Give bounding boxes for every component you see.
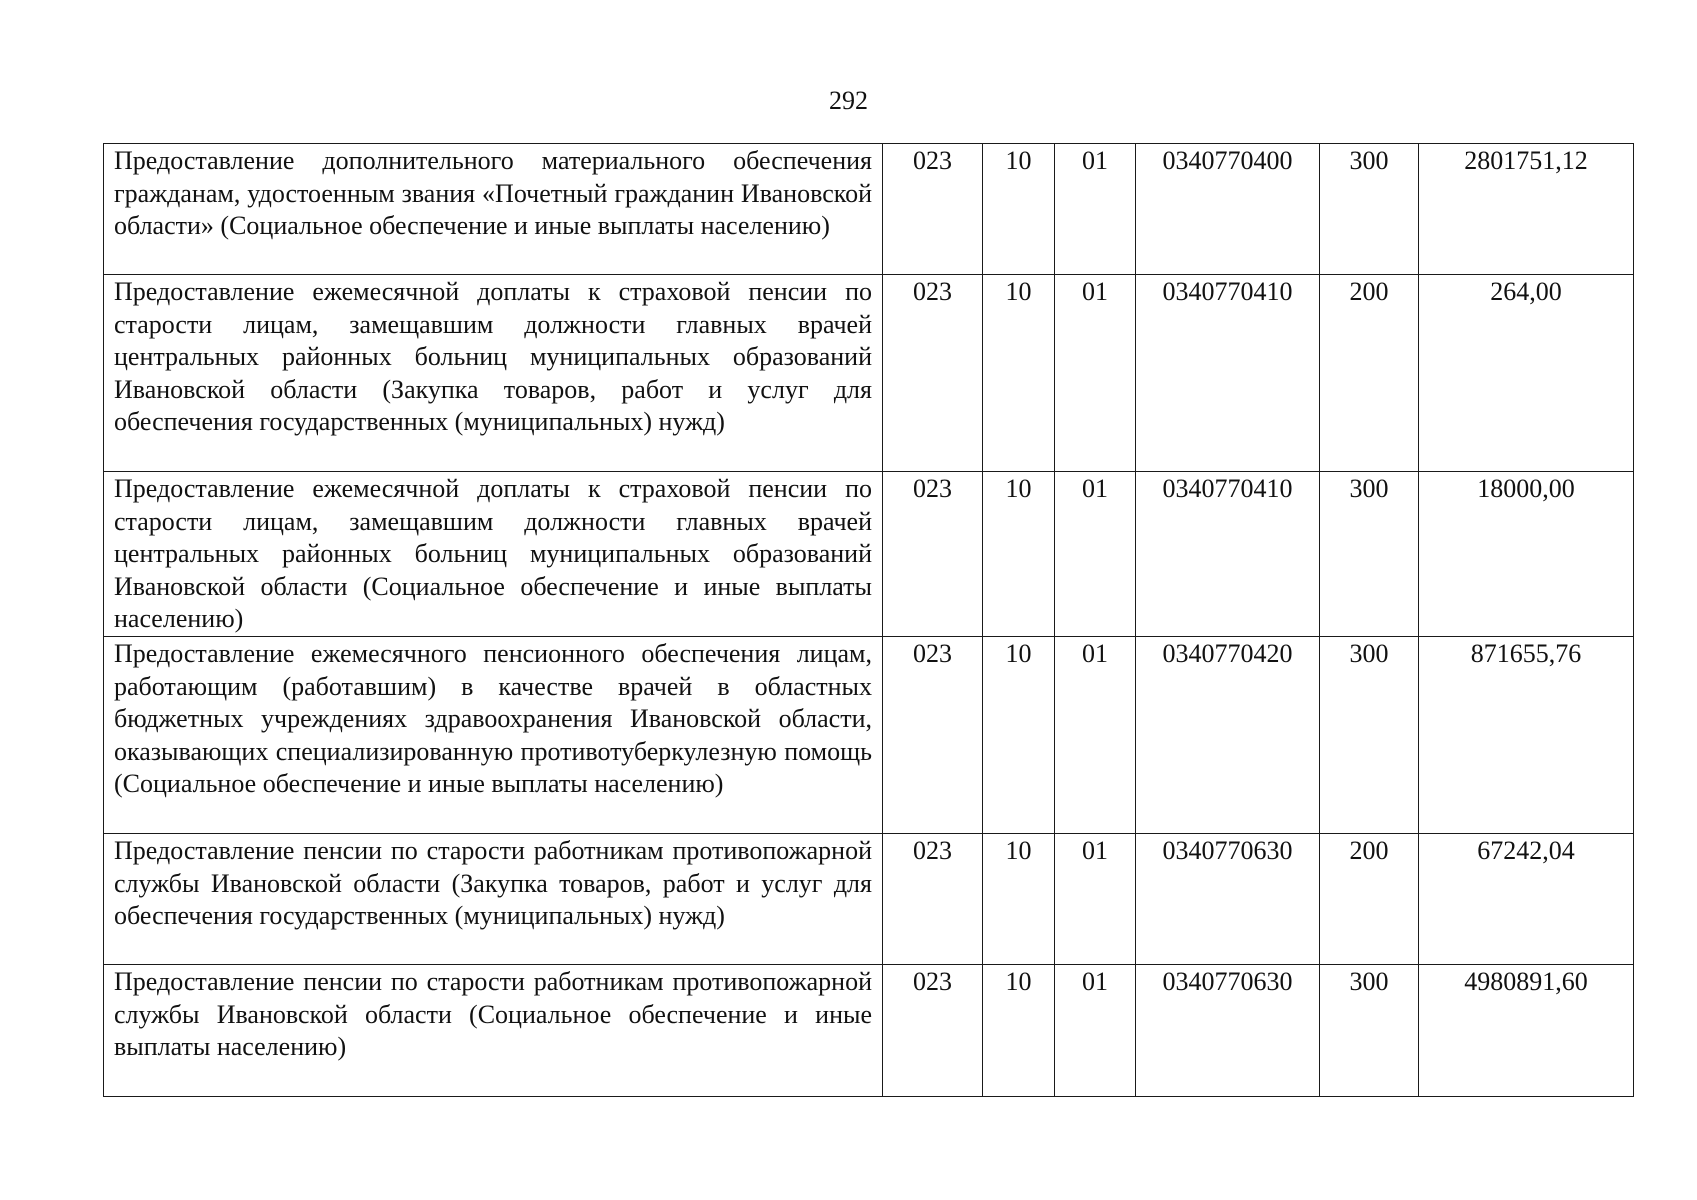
row-sum: 4980891,60 [1419,964,1634,1096]
row-section-code: 10 [983,964,1055,1096]
row-subsection-code: 01 [1055,472,1136,637]
row-section-code: 10 [983,275,1055,472]
row-sum: 871655,76 [1419,636,1634,833]
table-row [104,636,1634,833]
table-row [104,833,1634,964]
row-expense-type-code: 300 [1320,144,1419,275]
row-expense-type-code: 300 [1320,636,1419,833]
row-ved-code: 023 [883,275,983,472]
row-description: Предоставление ежемесячной доплаты к страховой пенсии по старости лицам, замещавшим должности главных врачей центральных районных больниц муниципальных образований Ивановской области (Социальное обеспечение и иные выплаты населению) [104,472,883,637]
row-section-code: 10 [983,833,1055,964]
row-description: Предоставление ежемесячного пенсионного обеспечения лицам, работающим (работавшим) в качестве врачей в областных бюджетных учреждениях здравоохранения Ивановской области, оказывающих специализированную противотуберкулезную помощь (Социальное обеспечение и иные выплаты населению) [104,636,883,833]
row-subsection-code: 01 [1055,636,1136,833]
row-subsection-code: 01 [1055,144,1136,275]
row-section-code: 10 [983,636,1055,833]
table-row [104,275,1634,472]
row-ved-code: 023 [883,833,983,964]
row-sum: 264,00 [1419,275,1634,472]
row-expense-type-code: 200 [1320,275,1419,472]
row-sum: 18000,00 [1419,472,1634,637]
row-target-article-code: 0340770410 [1136,275,1320,472]
row-sum: 2801751,12 [1419,144,1634,275]
row-ved-code: 023 [883,144,983,275]
row-ved-code: 023 [883,472,983,637]
row-expense-type-code: 300 [1320,964,1419,1096]
row-expense-type-code: 200 [1320,833,1419,964]
row-subsection-code: 01 [1055,964,1136,1096]
row-description: Предоставление пенсии по старости работникам противопожарной службы Ивановской области (Закупка товаров, работ и услуг для обеспечения государственных (муниципальных) нужд) [104,833,883,964]
row-section-code: 10 [983,144,1055,275]
row-subsection-code: 01 [1055,275,1136,472]
row-target-article-code: 0340770400 [1136,144,1320,275]
row-expense-type-code: 300 [1320,472,1419,637]
row-target-article-code: 0340770630 [1136,964,1320,1096]
budget-table [103,143,1634,1097]
row-description: Предоставление ежемесячной доплаты к страховой пенсии по старости лицам, замещавшим должности главных врачей центральных районных больниц муниципальных образований Ивановской области (Закупка товаров, работ и услуг для обеспечения государственных (муниципальных) нужд) [104,275,883,472]
row-section-code: 10 [983,472,1055,637]
row-ved-code: 023 [883,964,983,1096]
table-row [104,472,1634,637]
row-target-article-code: 0340770420 [1136,636,1320,833]
row-description: Предоставление пенсии по старости работникам противопожарной службы Ивановской области (Социальное обеспечение и иные выплаты населению) [104,964,883,1096]
table-row [104,144,1634,275]
row-description: Предоставление дополнительного материального обеспечения гражданам, удостоенным звания «Почетный гражданин Ивановской области» (Социальное обеспечение и иные выплаты населению) [104,144,883,275]
row-target-article-code: 0340770410 [1136,472,1320,637]
table-row [104,964,1634,1096]
row-target-article-code: 0340770630 [1136,833,1320,964]
page-number: 292 [829,86,868,115]
row-sum: 67242,04 [1419,833,1634,964]
row-subsection-code: 01 [1055,833,1136,964]
row-ved-code: 023 [883,636,983,833]
